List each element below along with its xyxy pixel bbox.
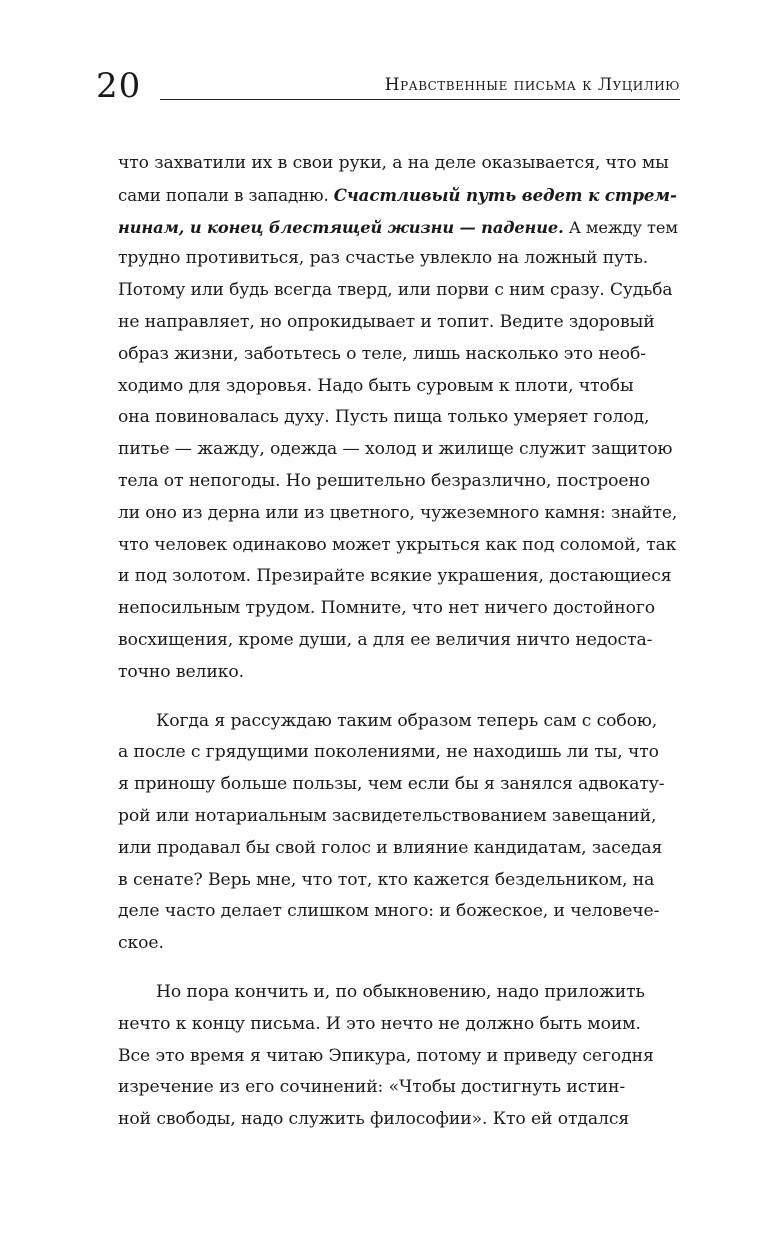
text-line	[118, 339, 678, 371]
text-run: она повиновалась духу. Пусть пища только умеряет голод,	[118, 407, 650, 428]
running-title: Нравственные письма к Луцилию	[384, 75, 680, 95]
text-line	[118, 1041, 678, 1073]
text-run: ной свободы, надо служить философии». Кто ей отдался	[118, 1109, 630, 1130]
header-rule	[160, 99, 680, 100]
text-line	[118, 434, 678, 466]
emphasized-text: нинам, и конец блестящей жизни — падение.	[118, 217, 564, 237]
text-run: Когда я рассуждаю таким образом теперь сам с собою,	[156, 710, 658, 731]
text-line	[118, 833, 678, 865]
text-line	[118, 737, 678, 769]
text-line	[118, 896, 678, 928]
text-line	[118, 498, 678, 530]
text-line	[118, 466, 678, 498]
text-run: А между тем	[563, 217, 678, 237]
text-line	[118, 977, 678, 1009]
text-line	[118, 561, 678, 593]
text-run: ли оно из дерна или из цветного, чужеземного камня: знайте,	[118, 502, 678, 523]
text-run: ское.	[118, 933, 164, 954]
text-line	[118, 865, 678, 897]
text-run: не направляет, но опрокидывает и топит. Ведите здоровый	[118, 311, 655, 332]
text-run: Все это время я читаю Эпикура, потому и приведу сегодня	[118, 1045, 654, 1066]
text-run: и под золотом. Презирайте всякие украшения, достающиеся	[118, 566, 672, 587]
text-line	[118, 801, 678, 833]
text-line	[118, 706, 678, 738]
text-run: или продавал бы свой голос и влияние кандидатам, заседая	[118, 837, 663, 858]
text-run: непосильным трудом. Помните, что нет ничего достойного	[118, 598, 655, 619]
text-run: а после с грядущими поколениями, не находишь ли ты, что	[118, 742, 659, 763]
text-line	[118, 593, 678, 625]
text-run: изречение из его сочинений: «Чтобы достигнуть истин-	[118, 1077, 626, 1098]
text-run: я приношу больше пользы, чем если бы я занялся адвокату-	[118, 774, 665, 795]
text-line	[118, 530, 678, 562]
text-run: что человек одинаково может укрыться как под соломой, так	[118, 534, 677, 555]
text-run: точно велико.	[118, 661, 244, 682]
text-run: в сенате? Верь мне, что тот, кто кажется бездельником, на	[118, 869, 655, 890]
text-run: ходимо для здоровья. Надо быть суровым к плоти, чтобы	[118, 375, 634, 396]
text-run: нечто к концу письма. И это нечто не должно быть моим.	[118, 1013, 641, 1034]
text-line	[118, 928, 678, 960]
text-run: восхищения, кроме души, а для ее величия ничто недоста-	[118, 629, 653, 650]
page-header	[0, 0, 768, 110]
text-run: тела от непогоды. Но решительно безразлично, построено	[118, 470, 651, 491]
text-line	[118, 402, 678, 434]
text-run: образ жизни, заботьтесь о теле, лишь насколько это необ-	[118, 343, 646, 364]
text-run: рой или нотариальным засвидетельствованием завещаний,	[118, 805, 657, 826]
text-line	[118, 1009, 678, 1041]
text-run: деле часто делает слишком много: и божеское, и человече-	[118, 901, 660, 922]
body-text	[118, 148, 678, 1136]
text-line	[118, 148, 678, 180]
text-line	[118, 371, 678, 403]
text-line	[118, 275, 678, 307]
text-line	[118, 625, 678, 657]
text-line	[118, 212, 678, 244]
text-run: Потому или будь всегда тверд, или порви с ним сразу. Судьба	[118, 280, 673, 301]
text-line	[118, 1072, 678, 1104]
text-run: что захватили их в свои руки, а на деле оказывается, что мы	[118, 153, 669, 173]
text-run: трудно противиться, раз счастье увлекло на ложный путь.	[118, 248, 649, 269]
text-line	[118, 180, 678, 212]
text-run: сами попали в западню.	[118, 185, 334, 205]
text-line	[118, 657, 678, 689]
text-line	[118, 243, 678, 275]
text-line	[118, 769, 678, 801]
text-run: Но пора кончить и, по обыкновению, надо приложить	[156, 981, 645, 1002]
emphasized-text: Счастливый путь ведет к стрем-	[333, 184, 677, 205]
text-line	[118, 307, 678, 339]
text-run: питье — жажду, одежда — холод и жилище служит защитою	[118, 439, 673, 460]
text-line	[118, 1104, 678, 1136]
page-number: 20	[96, 66, 142, 106]
